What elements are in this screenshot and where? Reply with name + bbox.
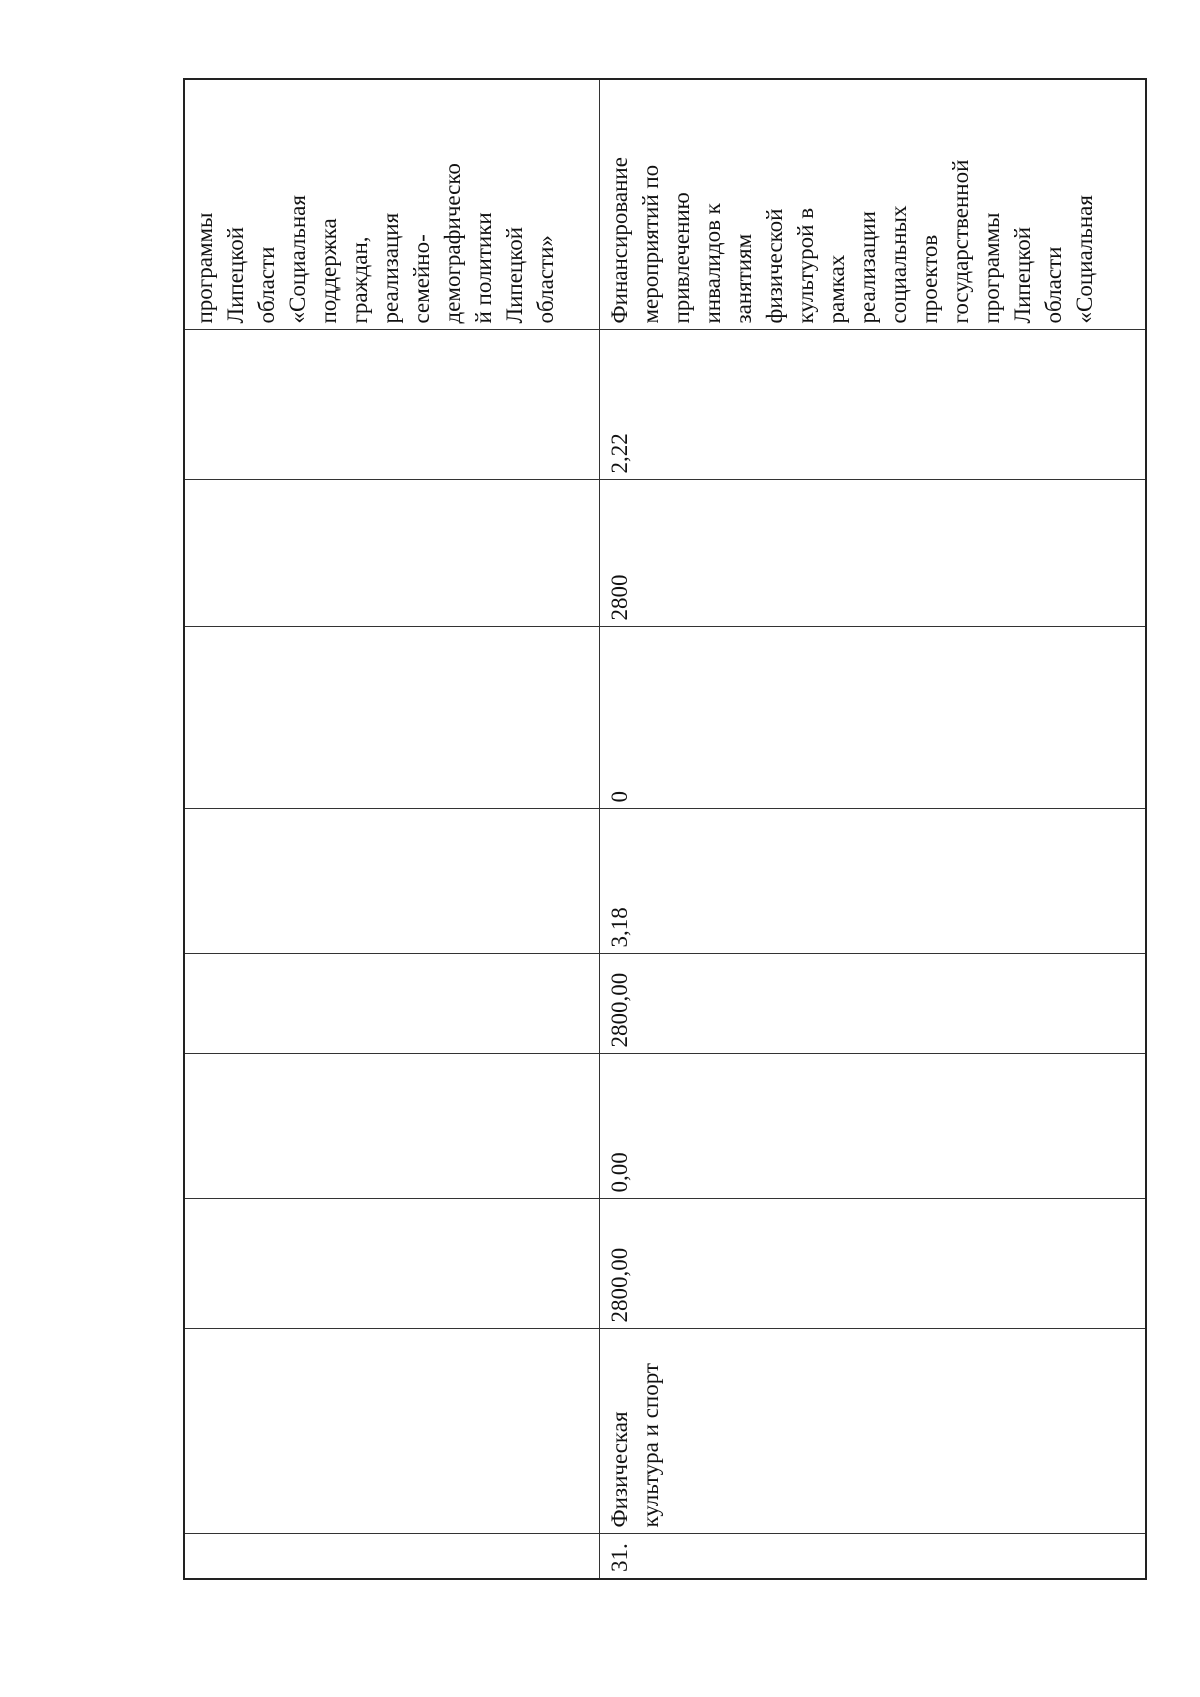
cell-value-3: 2800,00 xyxy=(599,954,1146,1054)
rotated-table-container xyxy=(183,80,1145,1580)
cell-row-number: 31. xyxy=(599,1534,1146,1579)
cell-value-empty xyxy=(184,330,599,480)
cell-number-empty xyxy=(184,1534,599,1579)
cell-value-7: 2,22 xyxy=(599,330,1146,480)
table-row-31 xyxy=(599,79,1146,1579)
cell-row-name: Физическая культура и спорт xyxy=(599,1329,1146,1534)
cell-value-empty xyxy=(184,480,599,627)
cell-description-continuation: программы Липецкой области «Социальная поддержка граждан, реализация семейно- демографическо й политики Липецкой области» xyxy=(184,79,599,330)
table-row-continuation xyxy=(184,79,599,1579)
cell-value-4: 3,18 xyxy=(599,809,1146,954)
cell-value-empty xyxy=(184,1199,599,1329)
cell-name-empty xyxy=(184,1329,599,1534)
cell-value-6: 2800 xyxy=(599,480,1146,627)
cell-value-empty xyxy=(184,627,599,809)
cell-value-2: 0,00 xyxy=(599,1054,1146,1199)
cell-value-empty xyxy=(184,1054,599,1199)
cell-description: Финансирование мероприятий по привлечению инвалидов к занятиям физической культурой в рамках реализации социальных проектов государственной программы Липецкой области «Социальная xyxy=(599,79,1146,330)
cell-value-1: 2800,00 xyxy=(599,1199,1146,1329)
cell-value-empty xyxy=(184,954,599,1054)
cell-value-empty xyxy=(184,809,599,954)
data-table xyxy=(183,78,1147,1580)
cell-value-5: 0 xyxy=(599,627,1146,809)
